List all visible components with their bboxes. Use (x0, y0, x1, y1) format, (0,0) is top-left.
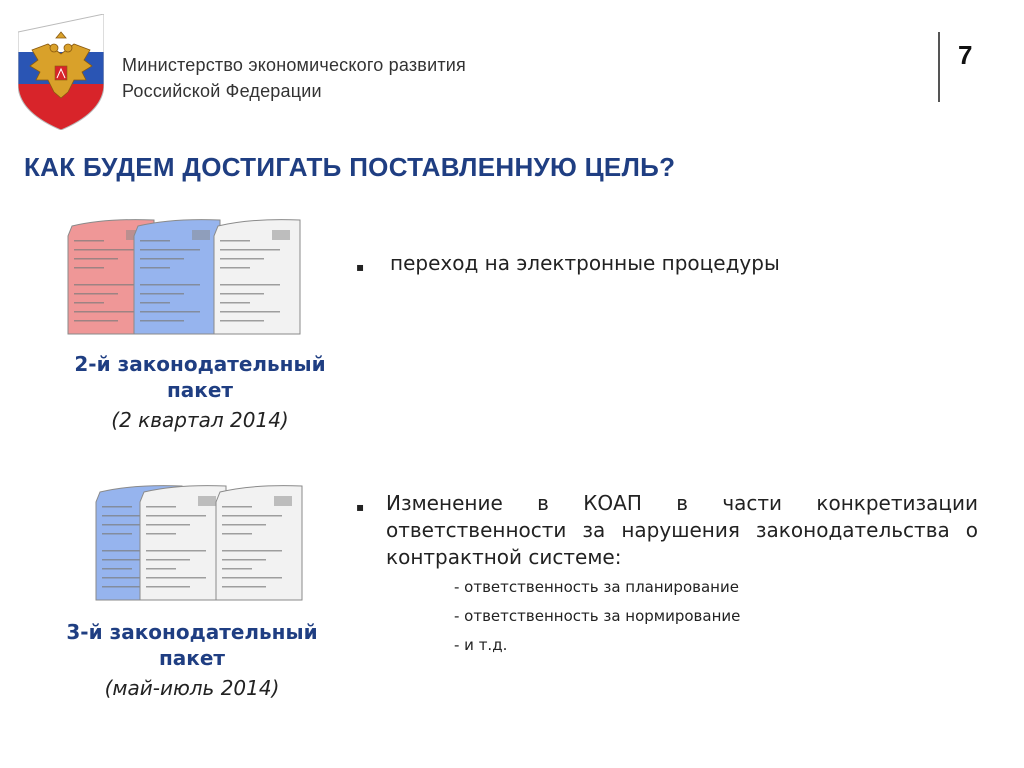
russian-eagle-emblem-icon (18, 14, 104, 130)
document-sheet (214, 220, 300, 334)
document-sheet (216, 486, 302, 600)
ministry-line-2: Российской Федерации (122, 81, 322, 101)
package-2-date: (май-июль 2014) (104, 676, 280, 700)
header-divider (938, 32, 940, 102)
sub-item-2: - ответственность за нормирование (454, 607, 741, 625)
bullet-text-2: Изменение в КОАП в части конкретизации ответственности за нарушения законодательства о контрактной системе: (386, 491, 978, 569)
ministry-line-1: Министерство экономического развития (122, 55, 466, 75)
sub-item-1: - ответственность за планирование (454, 578, 739, 596)
document-stack-image-1 (66, 216, 306, 340)
document-stack-image-2 (92, 482, 306, 606)
document-sheet (134, 220, 220, 334)
sub-item-3: - и т.д. (454, 636, 508, 654)
package-1-name: 2-й законодательный пакет (74, 352, 326, 402)
package-2-name: 3-й законодательный пакет (66, 620, 318, 670)
page-number: 7 (958, 40, 973, 70)
ministry-name (122, 52, 466, 104)
package-1-date: (2 квартал 2014) (111, 408, 289, 432)
bullet-item-2 (356, 490, 978, 571)
document-sheet (140, 486, 226, 600)
bullet-text-1: переход на электронные процедуры (390, 251, 780, 275)
bullet-marker: ▪ (356, 500, 365, 514)
slide-title: КАК БУДЕМ ДОСТИГАТЬ ПОСТАВЛЕННУЮ ЦЕЛЬ? (24, 152, 676, 182)
bullet-marker: ▪ (356, 260, 365, 274)
bullet-item-1 (356, 250, 856, 277)
